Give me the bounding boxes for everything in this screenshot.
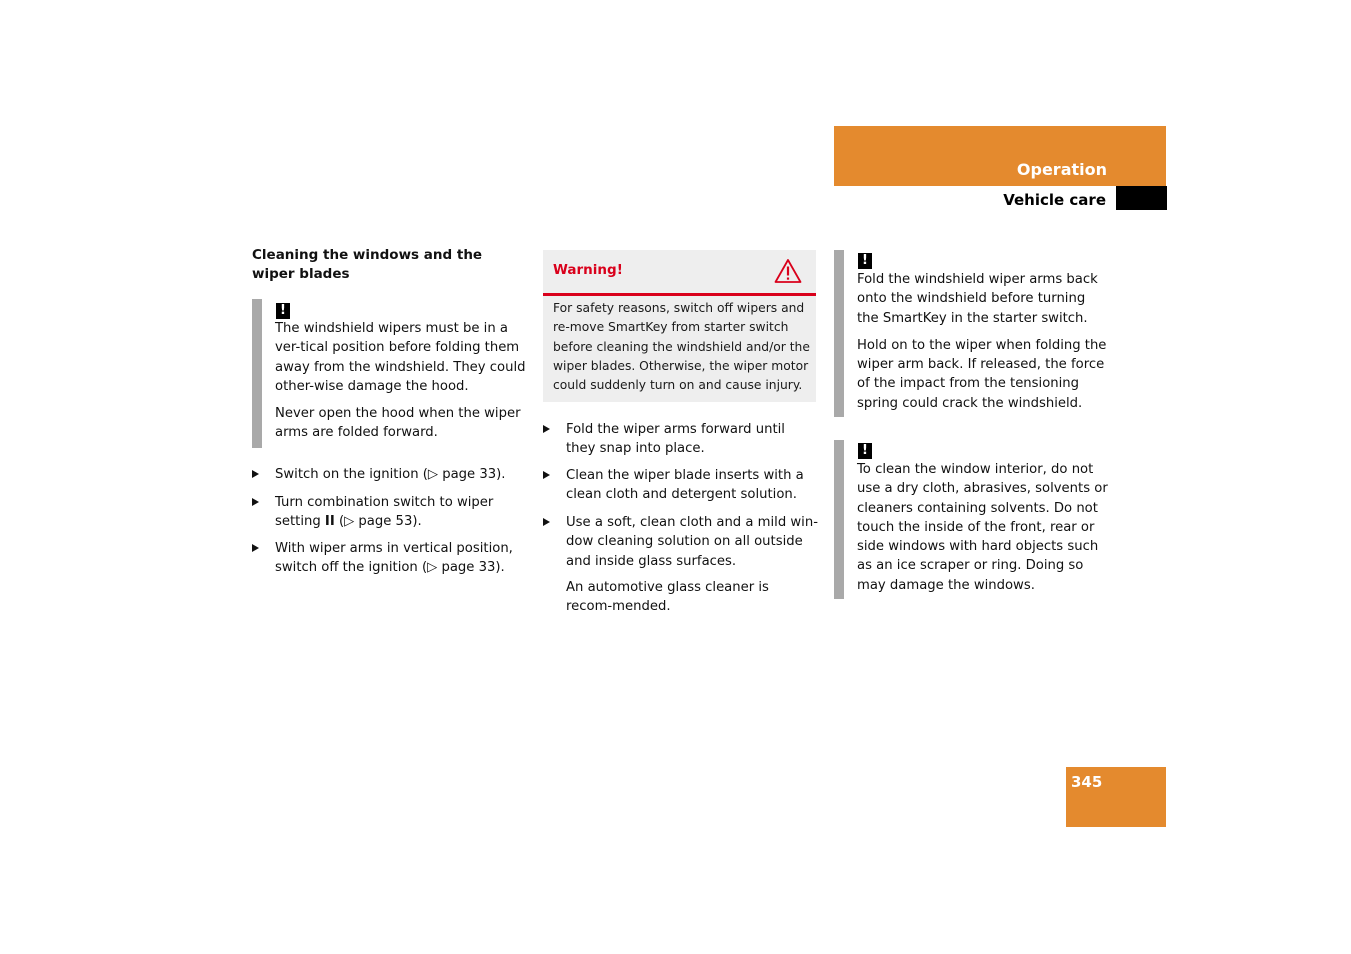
notice-text xyxy=(275,319,531,443)
list-item: Turn combination switch to wiper setting II (▷ page 53). xyxy=(252,493,527,532)
list-item: Use a soft, clean cloth and a mild win-dow cleaning solution on all outside and inside glass surfaces. xyxy=(543,513,818,571)
bullet-icon xyxy=(543,425,550,433)
notice-bar xyxy=(834,440,844,599)
notice-paragraph: Hold on to the wiper when folding the wiper arm back. If released, the force of the impact from the tensioning spring could crack the windshield. xyxy=(857,337,1107,411)
list-item: Fold the wiper arms forward until they snap into place. xyxy=(543,420,818,459)
notice-bar xyxy=(252,299,262,448)
list-item: With wiper arms in vertical position, switch off the ignition (▷ page 33). xyxy=(252,539,527,578)
notice-paragraph: Never open the hood when the wiper arms are folded forward. xyxy=(275,406,521,441)
notice-paragraph: Fold the windshield wiper arms back onto the windshield before turning the SmartKey in the starter switch. xyxy=(857,272,1098,326)
bullet-icon xyxy=(252,498,259,506)
bullet-icon xyxy=(543,471,550,479)
page-number: 345 xyxy=(1071,773,1103,791)
note-text: An automotive glass cleaner is recom-mended. xyxy=(566,580,769,615)
notice-icon: ! xyxy=(858,249,872,269)
header-marker xyxy=(1116,186,1167,210)
warning-label: Warning! xyxy=(553,262,623,278)
notice-paragraph: To clean the window interior, do not use a dry cloth, abrasives, solvents or cleaners containing solvents. Do not touch the inside of the front, rear or side windows with hard objects such as an ice scraper or ring. Doing so may damage the windows. xyxy=(857,462,1108,593)
notice-icon: ! xyxy=(276,299,290,319)
list-item: Clean the wiper blade inserts with a clean cloth and detergent solution. xyxy=(543,466,818,505)
bullet-icon xyxy=(252,470,259,478)
header-band xyxy=(834,126,1166,186)
page-heading: Cleaning the windows and the wiper blades xyxy=(252,247,483,282)
notice-icon: ! xyxy=(858,439,872,459)
notice-text xyxy=(857,270,1109,413)
section-title: Operation xyxy=(1016,160,1107,179)
warning-text: For safety reasons, switch off wipers and re-move SmartKey from starter switch before cleaning the windshield and/or the wiper blades. Otherwise, the wiper motor could suddenly turn on and cause injury. xyxy=(553,301,810,393)
bullet-icon xyxy=(252,544,259,552)
switch-setting: II xyxy=(324,514,335,530)
subsection-title: Vehicle care xyxy=(1003,191,1106,209)
notice-text xyxy=(857,460,1109,595)
bullet-icon xyxy=(543,518,550,526)
notice-paragraph: The windshield wipers must be in a ver-tical position before folding them away from the windshield. They could other-wise damage the hood. xyxy=(275,321,526,394)
warning-triangle-icon xyxy=(774,258,802,284)
list-item: Switch on the ignition (▷ page 33). xyxy=(252,465,527,484)
notice-bar xyxy=(834,250,844,417)
warning-divider xyxy=(543,293,816,296)
